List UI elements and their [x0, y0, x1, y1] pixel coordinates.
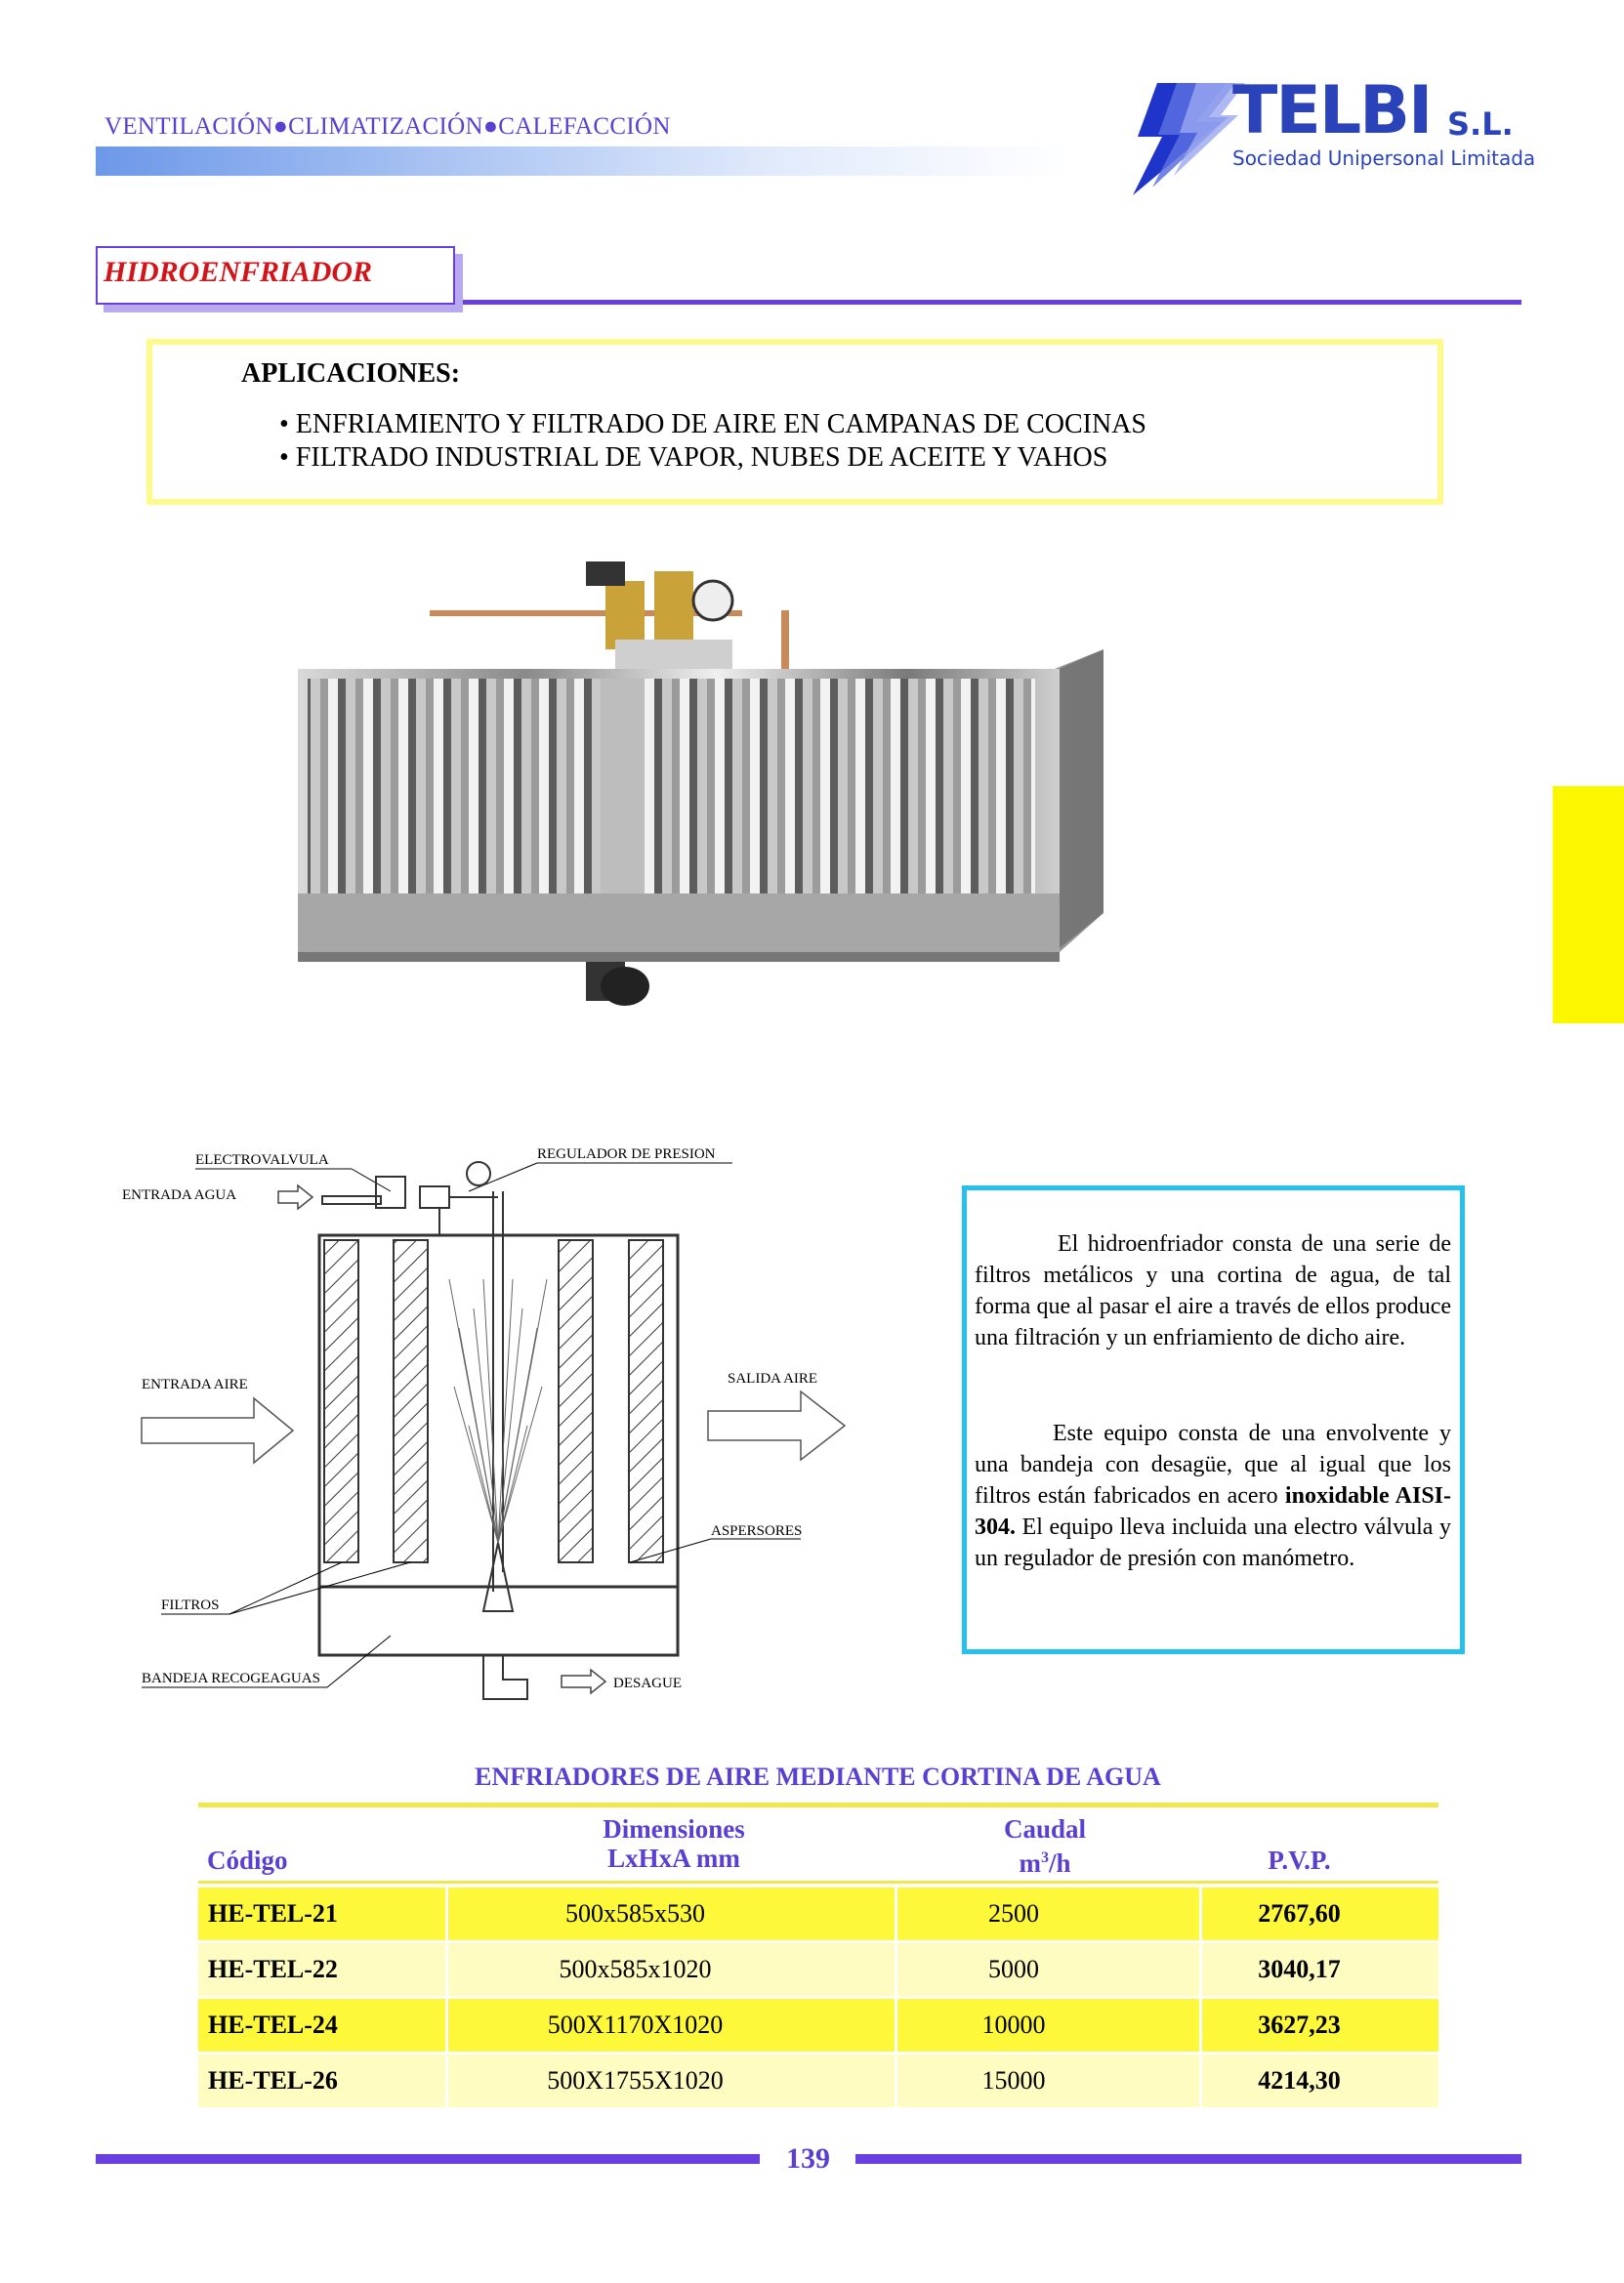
label-bandeja: BANDEJA RECOGEAGUAS	[142, 1671, 320, 1686]
header-rule	[198, 1881, 1438, 1884]
column-divider	[445, 1943, 448, 1996]
brand-name: TELBI	[1232, 72, 1432, 149]
column-divider	[445, 1999, 448, 2052]
cell-code: HE-TEL-21	[208, 1899, 338, 1928]
table-row	[198, 2055, 1438, 2107]
side-tab-marker	[1553, 786, 1624, 1023]
table-row	[198, 1888, 1438, 1940]
table-top-rule	[198, 1803, 1438, 1807]
column-divider	[895, 1999, 897, 2052]
header-code: Código	[207, 1846, 288, 1875]
application-item: • ENFRIAMIENTO Y FILTRADO DE AIRE EN CAMPANAS DE COCINAS	[279, 409, 1146, 439]
label-salida-aire: SALIDA AIRE	[728, 1371, 818, 1387]
header-price: P.V.P.	[1268, 1846, 1331, 1875]
cell-price: 2767,60	[1258, 1899, 1341, 1928]
cell-flow: 5000	[988, 1955, 1039, 1983]
table-title: ENFRIADORES DE AIRE MEDIANTE CORTINA DE AGUA	[475, 1763, 1161, 1791]
cell-dimensions: 500X1170X1020	[547, 2011, 724, 2039]
cell-code: HE-TEL-24	[208, 2011, 338, 2039]
cell-price: 4214,30	[1258, 2066, 1341, 2095]
column-divider	[895, 1943, 897, 1996]
table-row	[198, 1999, 1438, 2052]
description-paragraph-2: Este equipo consta de una envolvente y una bandeja con desagüe, que al igual que los filtros están fabricados en acero inoxidable AISI-304. El equipo lleva incluida una electro válvula y un regulador de presión con manómetro.	[975, 1421, 1451, 1571]
column-divider	[445, 2055, 448, 2107]
cell-dimensions: 500x585x530	[565, 1899, 705, 1928]
section-title: HIDROENFRIADOR	[104, 256, 373, 288]
description-paragraph-1: El hidroenfriador consta de una serie de filtros metálicos y una cortina de agua, de tal forma que al pasar el aire a través de ellos produce una filtración y un enfriamiento de dicho aire.	[975, 1231, 1451, 1350]
column-divider	[1199, 1943, 1202, 1996]
cell-flow: 10000	[981, 2011, 1046, 2039]
footer-rule-left	[96, 2154, 760, 2164]
applications-title: APLICACIONES:	[241, 358, 461, 389]
table-row	[198, 1943, 1438, 1996]
label-entrada-agua: ENTRADA AGUA	[122, 1187, 237, 1203]
cell-code: HE-TEL-26	[208, 2066, 338, 2095]
header-tagline: VENTILACIÓN●CLIMATIZACIÓN●CALEFACCIÓN	[104, 113, 671, 140]
cell-price: 3627,23	[1258, 2011, 1341, 2039]
page-number: 139	[786, 2142, 830, 2175]
footer-rule-right	[855, 2154, 1521, 2164]
brand-subtitle: Sociedad Unipersonal Limitada	[1232, 146, 1536, 170]
cell-flow: 15000	[981, 2066, 1046, 2095]
cell-price: 3040,17	[1258, 1955, 1341, 1983]
column-divider	[895, 1888, 897, 1940]
column-divider	[895, 2055, 897, 2107]
column-divider	[1199, 1999, 1202, 2052]
label-desague: DESAGUE	[613, 1676, 682, 1691]
application-item: • FILTRADO INDUSTRIAL DE VAPOR, NUBES DE ACEITE Y VAHOS	[279, 442, 1108, 473]
label-regulador: REGULADOR DE PRESION	[537, 1146, 716, 1162]
hydrocooler-photo	[293, 561, 1367, 1128]
brand-suffix: S.L.	[1447, 105, 1514, 143]
label-aspersores: ASPERSORES	[711, 1523, 803, 1539]
column-divider	[445, 1888, 448, 1940]
cell-code: HE-TEL-22	[208, 1955, 338, 1983]
label-entrada-aire: ENTRADA AIRE	[142, 1377, 248, 1392]
header-dimensions: Dimensiones LxHxA mm	[603, 1814, 745, 1873]
cell-dimensions: 500X1755X1020	[547, 2066, 724, 2095]
cell-dimensions: 500x585x1020	[559, 1955, 712, 1983]
label-filtros: FILTROS	[161, 1598, 220, 1613]
column-divider	[1199, 2055, 1202, 2107]
header-gradient-bar	[96, 146, 1072, 176]
material-highlight: inoxidable AISI-304.	[975, 1483, 1451, 1540]
cell-flow: 2500	[988, 1899, 1039, 1928]
label-electrovalvula: ELECTROVALVULA	[195, 1152, 329, 1168]
header-flow: Caudal $m^3/h$	[1003, 1814, 1087, 1878]
column-divider	[1199, 1888, 1202, 1940]
hydrocooler-diagram	[117, 1133, 869, 1719]
